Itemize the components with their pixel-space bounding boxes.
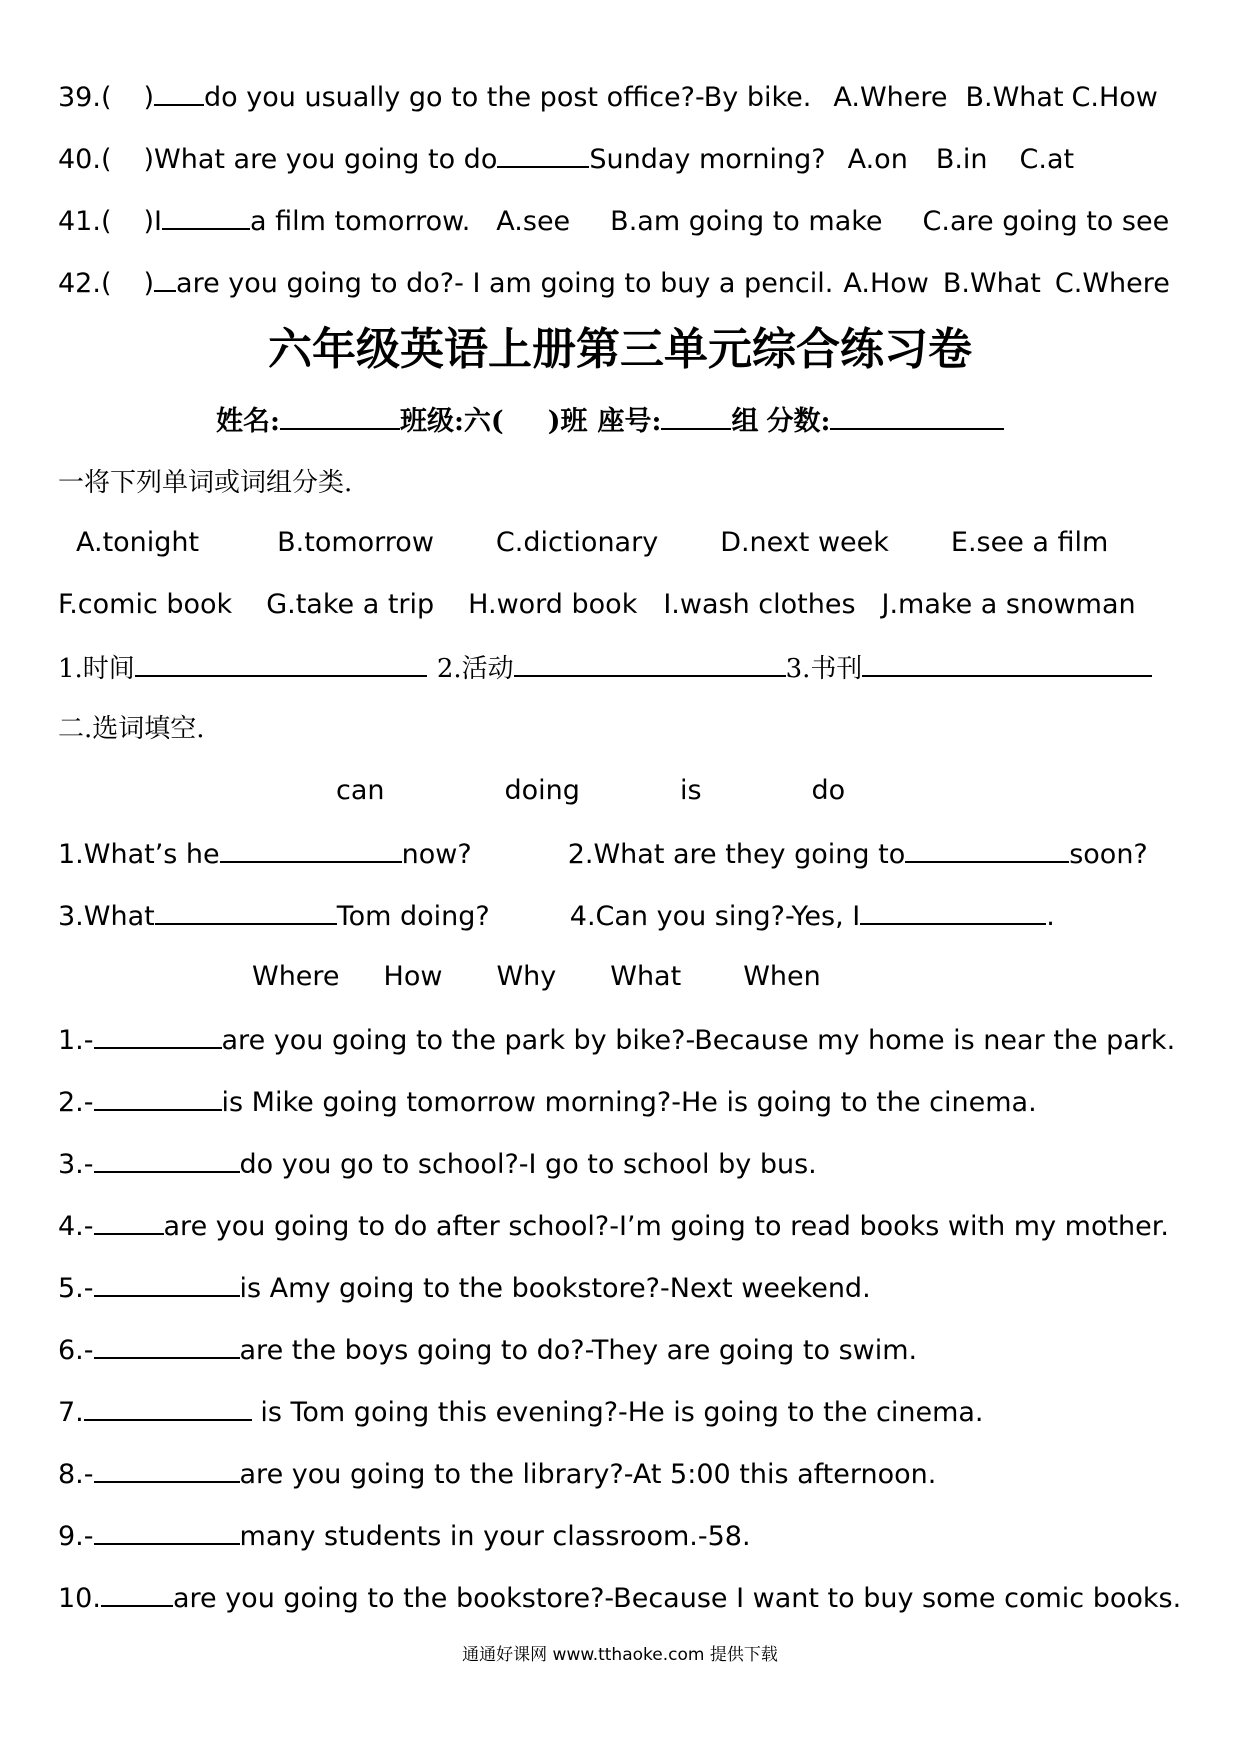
paren-close: ) [143, 206, 155, 237]
fill-text: now? [401, 839, 472, 870]
bank-word: When [743, 961, 821, 992]
option-a: A.How [843, 268, 929, 299]
list-item [58, 1455, 936, 1493]
question-number: 40.( [58, 144, 112, 175]
page-title: 六年级英语上册第三单元综合练习卷 [268, 324, 972, 375]
option-b: B.What [965, 82, 1064, 113]
question-number: 42.( [58, 268, 112, 299]
item-text: are you going to do after school?-I’m going to read books with my mother. [163, 1211, 1169, 1242]
option-c: C.How [1071, 82, 1158, 113]
category-activity: 2.活动 [436, 654, 514, 684]
fill-text: 3.What [58, 901, 155, 932]
fill-blank[interactable] [905, 835, 1069, 863]
fill-blank[interactable] [84, 1393, 252, 1421]
category-blank[interactable] [862, 649, 1152, 677]
name-label: 姓名: [216, 406, 280, 437]
answer-blank[interactable] [162, 202, 250, 230]
list-item [58, 1331, 917, 1369]
item-text: many students in your classroom.-58. [239, 1521, 751, 1552]
item-number: 9.- [58, 1521, 94, 1552]
paren-close: ) [143, 82, 155, 113]
student-info [216, 402, 1004, 440]
fill-text: Tom doing? [336, 901, 490, 932]
list-item [58, 1083, 1037, 1121]
section2-heading: 二.选词填空. [58, 714, 205, 744]
fill-blank[interactable] [94, 1145, 240, 1173]
category-books: 3.书刊 [785, 654, 863, 684]
item-text: are you going to the park by bike?-Because my home is near the park. [221, 1025, 1176, 1056]
question-42 [58, 264, 1170, 302]
score-label: 分数: [766, 406, 831, 437]
class-close-label: )班 [547, 406, 588, 437]
item-text: are you going to the bookstore?-Because I want to buy some comic books. [172, 1583, 1182, 1614]
item-text: is Amy going to the bookstore?-Next weekend. [239, 1273, 871, 1304]
question-number: 41.( [58, 206, 112, 237]
item-number: 4.- [58, 1211, 94, 1242]
fill-blank[interactable] [94, 1083, 222, 1111]
question-41 [58, 202, 1169, 240]
word-bank-2 [252, 959, 821, 995]
item-text: is Tom going this evening?-He is going to the cinema. [251, 1397, 984, 1428]
fill-text: soon? [1069, 839, 1148, 870]
option-a: A.on [847, 144, 908, 175]
item-number: 6.- [58, 1335, 94, 1366]
seat-field[interactable] [661, 402, 731, 430]
category-time: 1.时间 [58, 654, 135, 684]
word-bank-1 [336, 773, 845, 809]
fill-text: 4.Can you sing?-Yes, I [569, 901, 861, 932]
bank-word: Where [252, 961, 340, 992]
bank-word: Why [496, 961, 557, 992]
option-c: C.Where [1054, 268, 1170, 299]
question-text: are you going to do?- I am going to buy a pencil. [176, 268, 834, 299]
item-text: is Mike going tomorrow morning?-He is going to the cinema. [221, 1087, 1037, 1118]
fill-blank[interactable] [94, 1269, 240, 1297]
word-item: I.wash clothes [663, 589, 856, 620]
fill-blank[interactable] [220, 835, 402, 863]
paren-close: ) [143, 268, 155, 299]
category-blank[interactable] [514, 649, 786, 677]
word-item: G.take a trip [266, 589, 435, 620]
item-text: are you going to the library?-At 5:00 this afternoon. [239, 1459, 937, 1490]
paren-close: ) [143, 144, 155, 175]
question-text: a film tomorrow. [250, 206, 471, 237]
word-item: F.comic book [58, 589, 233, 620]
bank-word: is [679, 775, 702, 806]
option-b: B.in [935, 144, 988, 175]
item-number: 8.- [58, 1459, 94, 1490]
word-item: A.tonight [76, 527, 200, 558]
fill-text: 1.What’s he [58, 839, 220, 870]
item-number: 2.- [58, 1087, 94, 1118]
category-blank[interactable] [135, 649, 427, 677]
list-item [58, 1579, 1181, 1617]
item-number: 7. [58, 1397, 84, 1428]
word-item: H.word book [468, 589, 638, 620]
word-item: D.next week [720, 527, 889, 558]
option-b: B.What [942, 268, 1041, 299]
fill-blank[interactable] [101, 1579, 173, 1607]
question-number: 39.( [58, 82, 112, 113]
item-number: 5.- [58, 1273, 94, 1304]
fill-blank[interactable] [94, 1517, 240, 1545]
fill-row-2 [58, 897, 1055, 935]
word-row-1 [76, 525, 1108, 561]
option-c: C.are going to see [922, 206, 1170, 237]
fill-text: 2.What are they going to [567, 839, 906, 870]
question-text: do you usually go to the post office?-By bike. [204, 82, 812, 113]
question-39 [58, 78, 1158, 116]
seat-label: 座号: [597, 406, 662, 437]
word-item: E.see a film [950, 527, 1109, 558]
question-40 [58, 140, 1074, 178]
fill-text: . [1046, 901, 1055, 932]
list-item [58, 1393, 984, 1431]
bank-word: What [610, 961, 682, 992]
score-field[interactable] [830, 402, 1004, 430]
bank-word: can [336, 775, 385, 806]
bank-word: do [811, 775, 846, 806]
list-item [58, 1207, 1169, 1245]
fill-blank[interactable] [155, 897, 337, 925]
class-label: 班级:六( [399, 406, 504, 437]
fill-blank[interactable] [94, 1207, 164, 1235]
option-a: A.Where [833, 82, 948, 113]
name-field[interactable] [280, 402, 400, 430]
answer-blank[interactable] [154, 264, 176, 292]
item-text: are the boys going to do?-They are going to swim. [239, 1335, 918, 1366]
answer-blank[interactable] [497, 140, 589, 168]
question-text-before: What are you going to do [154, 144, 498, 175]
item-text: do you go to school?-I go to school by bus. [239, 1149, 817, 1180]
item-number: 3.- [58, 1149, 94, 1180]
category-row [58, 649, 1152, 687]
fill-blank[interactable] [860, 897, 1046, 925]
group-label: 组 [731, 406, 759, 437]
word-item: J.make a snowman [881, 589, 1136, 620]
word-row-2 [58, 587, 1136, 623]
list-item [58, 1517, 751, 1555]
list-item [58, 1145, 817, 1183]
question-text-before: I [154, 206, 162, 237]
section1-heading: 一将下列单词或词组分类. [58, 468, 353, 498]
fill-row-1 [58, 835, 1148, 873]
fill-blank[interactable] [94, 1021, 222, 1049]
bank-word: doing [504, 775, 580, 806]
word-item: C.dictionary [495, 527, 659, 558]
option-a: A.see [496, 206, 571, 237]
item-number: 1.- [58, 1025, 94, 1056]
question-text: Sunday morning? [589, 144, 826, 175]
item-number: 10. [58, 1583, 101, 1614]
option-c: C.at [1019, 144, 1075, 175]
fill-blank[interactable] [94, 1331, 240, 1359]
fill-blank[interactable] [94, 1455, 240, 1483]
list-item [58, 1269, 871, 1307]
list-item [58, 1021, 1175, 1059]
bank-word: How [383, 961, 443, 992]
word-item: B.tomorrow [277, 527, 434, 558]
answer-blank[interactable] [154, 78, 204, 106]
footer-credit: 通通好课网 www.tthaoke.com 提供下载 [462, 1645, 778, 1665]
option-b: B.am going to make [610, 206, 883, 237]
